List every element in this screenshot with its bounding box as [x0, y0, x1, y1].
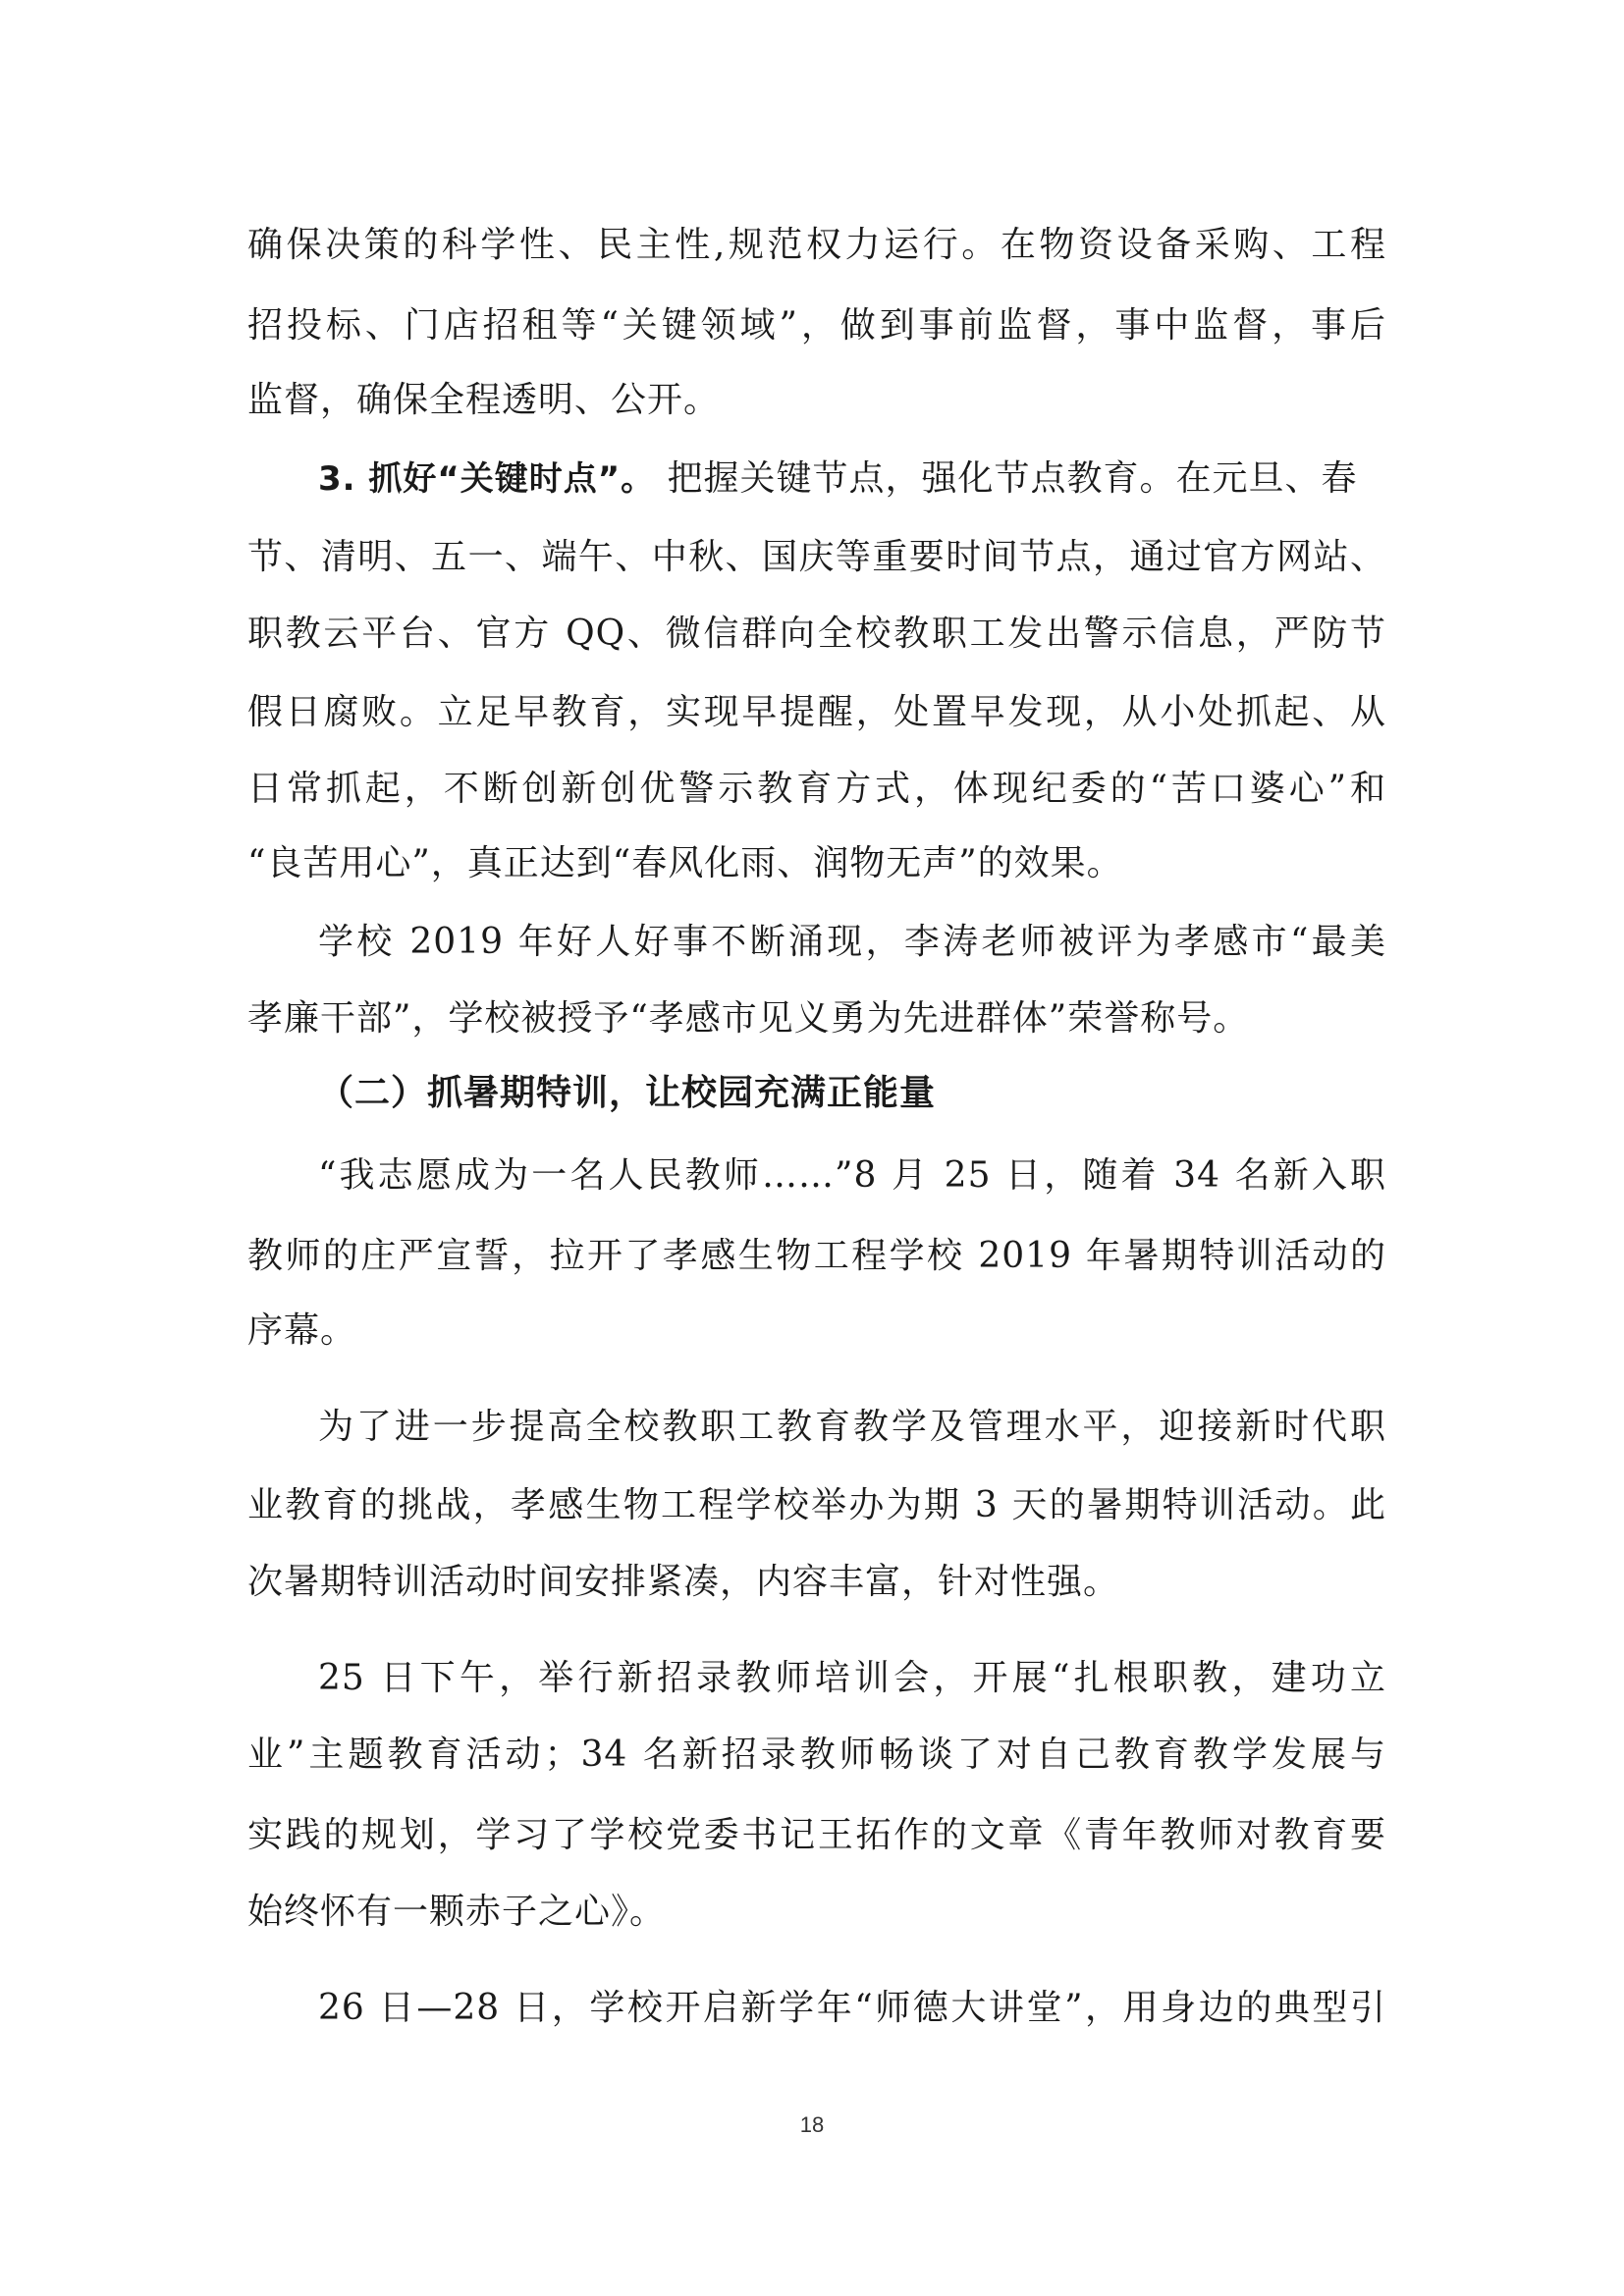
paragraph-6-line-2: 业”主题教育活动；34 名新招录教师畅谈了对自己教育教学发展与: [247, 1735, 1386, 1775]
paragraph-1-line-1: 确保决策的科学性、民主性,规范权力运行。在物资设备采购、工程: [247, 225, 1386, 265]
paragraph-2-line-4: 假日腐败。立足早教育，实现早提醒，处置早发现，从小处抓起、从: [247, 692, 1386, 732]
paragraph-2-line-6: “良苦用心”，真正达到“春风化雨、润物无声”的效果。: [247, 843, 1123, 883]
paragraph-3-line-2: 孝廉干部”，学校被授予“孝感市见义勇为先进群体”荣誉称号。: [247, 998, 1250, 1039]
paragraph-7-line-1: 26 日—28 日，学校开启新学年“师德大讲堂”，用身边的典型引: [318, 1988, 1386, 2028]
paragraph-6-line-1: 25 日下午，举行新招录教师培训会，开展“扎根职教，建功立: [318, 1658, 1386, 1698]
paragraph-5-line-3: 次暑期特训活动时间安排紧凑，内容丰富，针对性强。: [247, 1562, 1120, 1602]
paragraph-2-line-3: 职教云平台、官方 QQ、微信群向全校教职工发出警示信息，严防节: [247, 614, 1386, 654]
paragraph-5-line-1: 为了进一步提高全校教职工教育教学及管理水平，迎接新时代职: [318, 1407, 1386, 1447]
paragraph-1-line-3: 监督，确保全程透明、公开。: [247, 380, 721, 420]
page-number: 18: [799, 2112, 825, 2137]
key-timepoint-heading: 3. 抓好“关键时点”。: [318, 459, 656, 499]
paragraph-3-line-1: 学校 2019 年好人好事不断涌现，李涛老师被评为孝感市“最美: [318, 922, 1386, 962]
paragraph-1-line-2: 招投标、门店招租等“关键领域”，做到事前监督，事中监督，事后: [247, 305, 1386, 346]
section-heading: （二）抓暑期特训，让校园充满正能量: [318, 1073, 937, 1113]
paragraph-4-line-3: 序幕。: [247, 1310, 357, 1351]
paragraph-4-line-2: 教师的庄严宣誓，拉开了孝感生物工程学校 2019 年暑期特训活动的: [247, 1236, 1386, 1276]
paragraph-6-line-3: 实践的规划，学习了学校党委书记王拓作的文章《青年教师对教育要: [247, 1815, 1386, 1855]
paragraph-5-line-2: 业教育的挑战，孝感生物工程学校举办为期 3 天的暑期特训活动。此: [247, 1485, 1386, 1525]
paragraph-2-line-1: [318, 458, 1386, 499]
paragraph-2-line-1-text: 把握关键节点，强化节点教育。在元旦、春: [655, 458, 1358, 499]
paragraph-2-line-5: 日常抓起，不断创新创优警示教育方式，体现纪委的“苦口婆心”和: [247, 769, 1386, 809]
paragraph-6-line-4: 始终怀有一颗赤子之心》。: [247, 1892, 667, 1932]
paragraph-4-line-1: “我志愿成为一名人民教师……”8 月 25 日，随着 34 名新入职: [318, 1155, 1386, 1196]
paragraph-2-line-2: 节、清明、五一、端午、中秋、国庆等重要时间节点，通过官方网站、: [247, 537, 1386, 577]
